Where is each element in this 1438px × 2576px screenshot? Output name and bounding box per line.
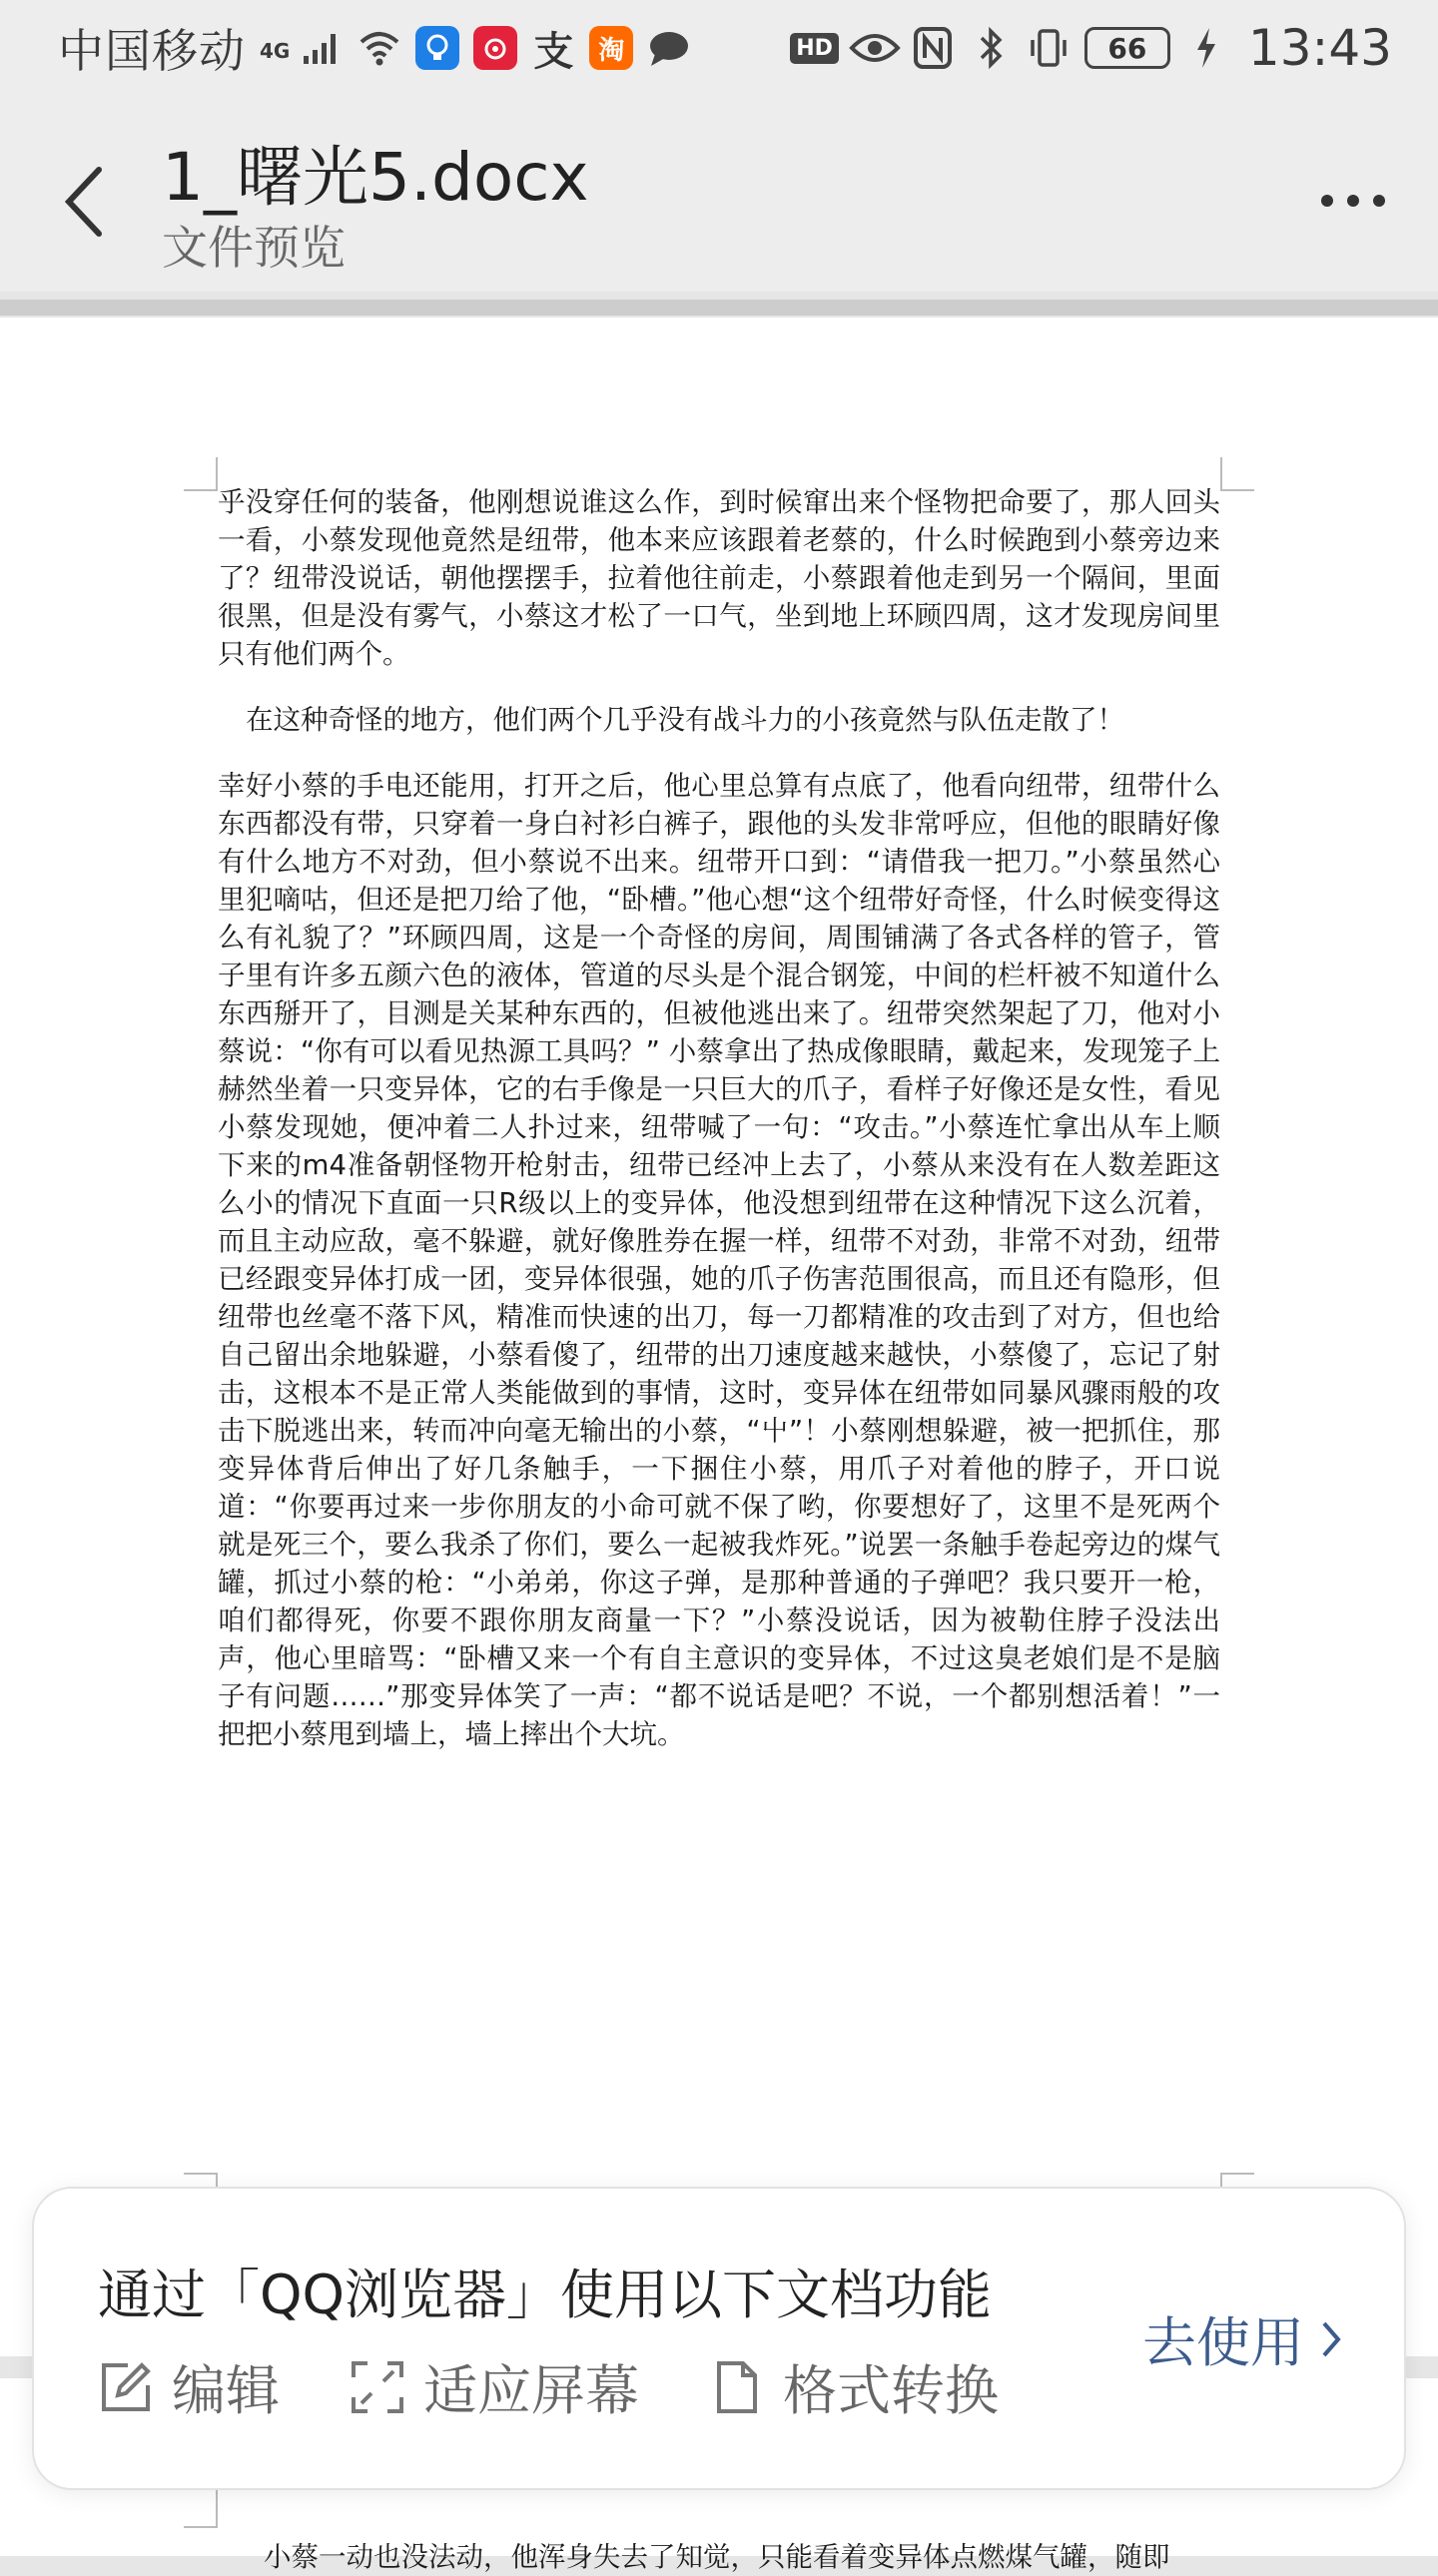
nfc-icon [911,26,955,70]
feature-label: 编辑 [172,2359,280,2422]
edit-feature-button[interactable] [98,2348,280,2425]
carrier-name: 中国移动 [58,24,246,78]
status-bar-right [790,19,1392,77]
status-bar [0,0,1438,96]
more-dot-icon [1373,195,1385,207]
feature-label: 格式转换 [783,2359,999,2422]
page-subtitle: 文件预览 [162,221,346,275]
go-use-label: 去使用 [1142,2311,1304,2374]
bluetooth-icon [969,26,1013,70]
chevron-left-icon [61,164,107,240]
more-options-button[interactable] [1308,166,1398,236]
page-corner-mark [184,457,218,491]
bulb-app-icon [415,26,459,70]
fit-screen-feature-button[interactable] [350,2348,639,2425]
paragraph: 在这种奇怪的地方，他们两个几乎没有战斗力的小孩竟然与队伍走散了！ [246,704,1124,736]
edit-icon [98,2359,154,2415]
eye-icon [853,26,897,70]
qq-browser-promo-card [32,2187,1406,2490]
status-bar-left [58,15,691,81]
hd-badge: HD [790,33,839,64]
signal-icon [300,26,344,70]
more-dot-icon [1321,195,1333,207]
back-button[interactable] [44,152,124,252]
paragraph: 幸好小蔡的手电还能用，打开之后，他心里总算有点底了，他看向纽带，纽带什么东西都没有带，只穿着一身白衬衫白裤子，跟他的头发非常呼应，但他的眼睛好像有什么地方不对劲，但小蔡说不出来。纽带开口到：“请借我一把刀。”小蔡虽然心里犯嘀咕，但还是把刀给了他，“卧槽。”他心想“这个纽带好奇怪，什么时候变得这么有礼貌了？”环顾四周，这是一个奇怪的房间，周围铺满了各式各样的管子，管子里有许多五颜六色的液体，管道的尽头是个混合钢笼，中间的栏杆被不知道什么东西掰开了，目测是关某种东西的，但被他逃出来了。纽带突然架起了刀，他对小蔡说：“你有可以看见热源工具吗？” 小蔡拿出了热成像眼睛，戴起来，发现笼子上赫然坐着一只变异体，它的右手像是一只巨大的爪子，看样子好像还是女性，看见小蔡发现她，便冲着二人扑过来，纽带喊了一句：“攻击。”小蔡连忙拿出从车上顺下来的m4准备朝怪物开枪射击，纽带已经冲上去了，小蔡从来没有在人数差距这么小的情况下直面一只R级以上的变异体，他没想到纽带在这种情况下这么沉着，而且主动应敌，毫不躲避，就好像胜券在握一样，纽带不对劲，非常不对劲，纽带已经跟变异体打成一团，变异体很强，她的爪子伤害范围很高，而且还有隐形，但纽带也丝毫不落下风，精准而快速的出刀，每一刀都精准的攻击到了对方，但也给自己留出余地躲避，小蔡看傻了，纽带的出刀速度越来越快，小蔡傻了，忘记了射击，这根本不是正常人类能做到的事情，这时，变异体在纽带如同暴风骤雨般的攻击下脱逃出来，转而冲向毫无输出的小蔡，“屮”！小蔡刚想躲避，被一把抓住，那变异体背后伸出了好几条触手，一下捆住小蔡，用爪子对着他的脖子，开口说道：“你要再过来一步你朋友的小命可就不保了哟，你要想好了，这里不是死两个就是死三个，要么我杀了你们，要么一起被我炸死。”说罢一条触手卷起旁边的煤气罐，抓过小蔡的枪：“小弟弟，你这子弹，是那种普通的子弹吧？我只要开一枪，咱们都得死，你要不跟你朋友商量一下？”小蔡没说话，因为被勒住脖子没法出声，他心里暗骂：“卧槽又来一个有自主意识的变异体，不过这臭老娘们是不是脑子有问题……”那变异体笑了一声：“都不说话是吧？不说，一个都别想活着！”一把把小蔡甩到墙上，墙上摔出个大坑。 [218,770,1220,1750]
promo-feature-list [98,2348,999,2425]
document-body [218,483,1220,1753]
format-convert-feature-button[interactable] [709,2348,999,2425]
battery-indicator: 66 [1084,27,1170,69]
clock: 13:43 [1247,19,1392,77]
network-type: 4G [260,39,291,63]
vibrate-icon [1027,26,1071,70]
taobao-app-icon: 淘 [589,26,633,70]
go-use-button[interactable] [1142,2300,1344,2377]
fit-screen-icon [350,2359,405,2415]
charging-icon [1184,26,1228,70]
feature-label: 适应屏幕 [423,2359,639,2422]
more-dot-icon [1347,195,1359,207]
wifi-icon [358,26,401,70]
document-page[interactable] [0,318,1438,2356]
music-app-icon [473,26,517,70]
header-divider [0,300,1438,316]
paragraph: 小蔡一动也没法动，他浑身失去了知觉，只能看着变异体点燃煤气罐，随即 [264,2541,1170,2573]
alipay-app-icon: 支 [533,28,574,75]
paragraph: 乎没穿任何的装备，他刚想说谁这么作，到时候窜出来个怪物把命要了，那人回头一看，小蔡发现他竟然是纽带，他本来应该跟着老蔡的，什么时候跑到小蔡旁边来了？纽带没说话，朝他摆摆手，拉着他往前走，小蔡跟着他走到另一个隔间，里面很黑，但是没有雾气，小蔡这才松了一口气，坐到地上环顾四周，这才发现房间里只有他们两个。 [218,486,1220,670]
file-icon [709,2359,765,2415]
page-title: 1_曙光5.docx [162,139,589,216]
promo-title: 通过「QQ浏览器」使用以下文档功能 [98,2263,993,2326]
title-bar [0,96,1438,292]
page-corner-mark [1220,457,1254,491]
page-corner-mark [184,2488,218,2528]
chevron-right-icon [1318,2317,1344,2361]
message-bubble-icon [647,26,691,70]
